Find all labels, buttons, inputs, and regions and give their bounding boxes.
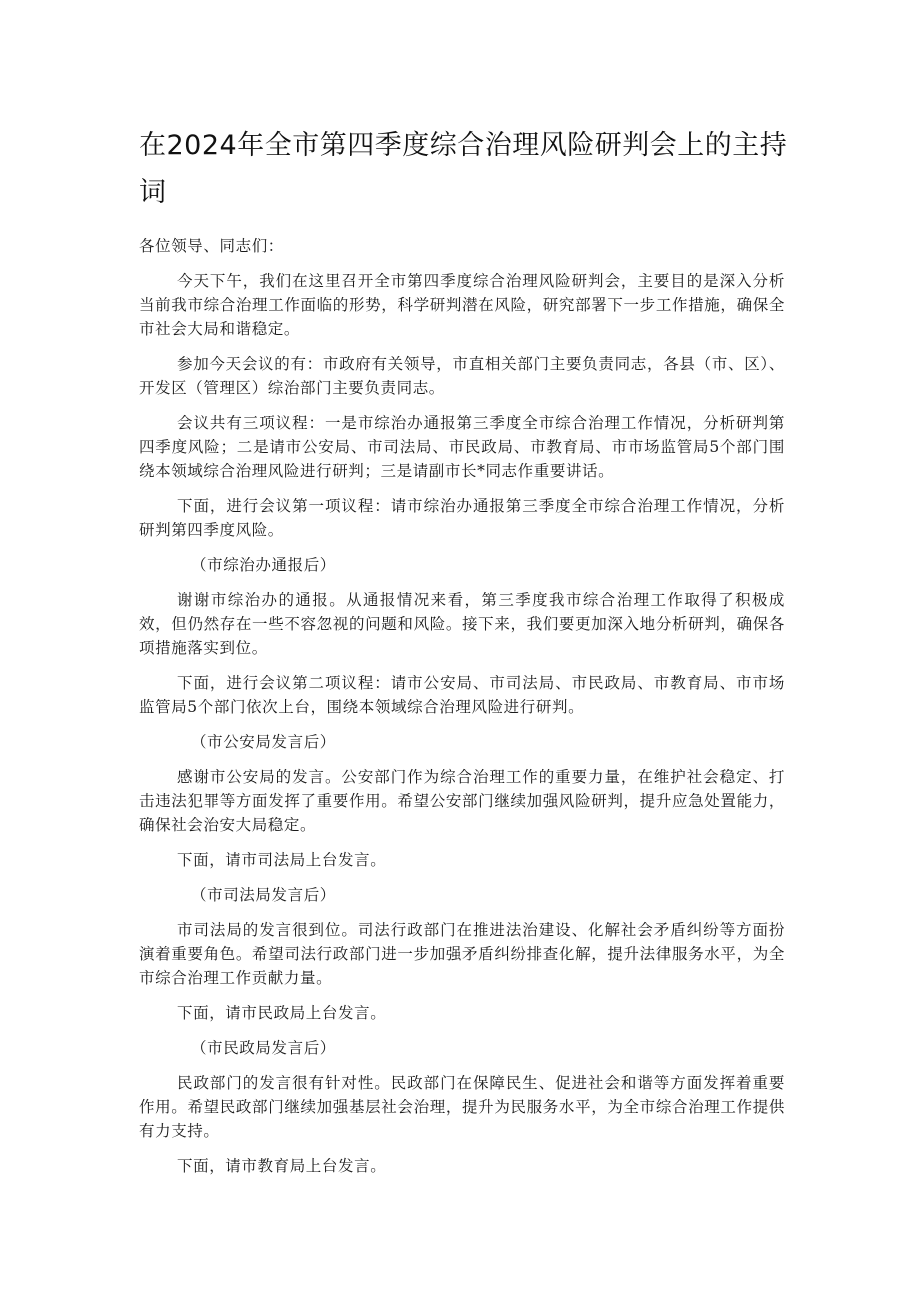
paragraph: 下面，请市民政局上台发言。 [177, 1004, 387, 1022]
stage-note: （市民政局发言后） [191, 1039, 336, 1057]
paragraph: 参加今天会议的有：市政府有关领导，市直相关部门主要负责同志，各县（市、区）、开发区（管理区）综治部门主要负责同志。 [139, 355, 785, 397]
paragraph: 下面，进行会议第二项议程：请市公安局、市司法局、市民政局、市教育局、市市场监管局5个部门依次上台，围绕本领域综合治理风险进行研判。 [139, 674, 785, 716]
stage-note: （市公安局发言后） [191, 733, 336, 751]
stage-note: （市综治办通报后） [191, 556, 336, 574]
paragraph: 民政部门的发言很有针对性。民政部门在保障民生、促进社会和谐等方面发挥着重要作用。希望民政部门继续加强基层社会治理，提升为民服务水平，为全市综合治理工作提供有力支持。 [139, 1074, 785, 1140]
paragraph: 下面，请市教育局上台发言。 [177, 1157, 387, 1175]
page-title: 在2024年全市第四季度综合治理风险研判会上的主持词 [139, 130, 788, 208]
stage-note: （市司法局发言后） [191, 886, 336, 904]
salutation: 各位领导、同志们： [139, 237, 284, 255]
paragraph: 感谢市公安局的发言。公安部门作为综合治理工作的重要力量，在维护社会稳定、打击违法犯罪等方面发挥了重要作用。希望公安部门继续加强风险研判，提升应急处置能力，确保社会治安大局稳定。 [139, 768, 785, 834]
paragraph: 下面，进行会议第一项议程：请市综治办通报第三季度全市综合治理工作情况，分析研判第四季度风险。 [139, 497, 785, 539]
document-body [139, 234, 785, 1189]
paragraph: 谢谢市综治办的通报。从通报情况来看，第三季度我市综合治理工作取得了积极成效，但仍然存在一些不容忽视的问题和风险。接下来，我们要更加深入地分析研判，确保各项措施落实到位。 [139, 591, 785, 657]
paragraph: 下面，请市司法局上台发言。 [177, 851, 387, 869]
paragraph: 市司法局的发言很到位。司法行政部门在推进法治建设、化解社会矛盾纠纷等方面扮演着重要角色。希望司法行政部门进一步加强矛盾纠纷排查化解，提升法律服务水平，为全市综合治理工作贡献力量。 [139, 921, 785, 987]
paragraph: 今天下午，我们在这里召开全市第四季度综合治理风险研判会，主要目的是深入分析当前我市综合治理工作面临的形势，科学研判潜在风险，研究部署下一步工作措施，确保全市社会大局和谐稳定。 [139, 272, 785, 338]
paragraph: 会议共有三项议程：一是市综治办通报第三季度全市综合治理工作情况，分析研判第四季度风险；二是请市公安局、市司法局、市民政局、市教育局、市市场监管局5个部门围绕本领域综合治理风险进行研判；三是请副市长*同志作重要讲话。 [139, 414, 785, 480]
